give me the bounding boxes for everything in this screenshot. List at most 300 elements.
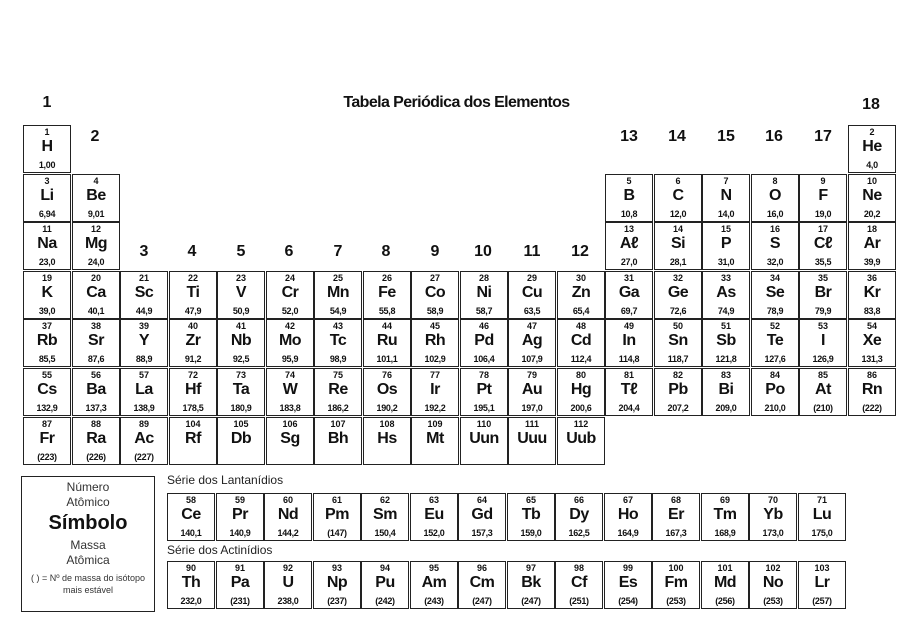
element-symbol: Sm: [373, 506, 397, 523]
atomic-number: 81: [623, 370, 634, 380]
element-cell-sm: [361, 493, 409, 541]
atomic-number: 86: [866, 370, 877, 380]
atomic-number: 108: [379, 419, 395, 429]
atomic-number: 102: [765, 563, 781, 573]
element-cell-rb: [23, 319, 71, 367]
atomic-number: 53: [817, 321, 828, 331]
atomic-number: 70: [767, 495, 778, 505]
element-cell-lu: [798, 493, 846, 541]
element-cell-tℓ: [605, 368, 653, 416]
element-cell-u: [264, 561, 312, 609]
atomic-number: 6: [675, 176, 681, 186]
element-cell-pa: [216, 561, 264, 609]
atomic-number: 92: [282, 563, 293, 573]
element-symbol: Cu: [521, 284, 543, 301]
element-symbol: Y: [138, 332, 150, 349]
atomic-mass: 159,0: [520, 528, 542, 538]
atomic-mass: (243): [424, 596, 444, 606]
atomic-mass: 118,7: [667, 354, 689, 364]
atomic-mass: (210): [813, 403, 833, 413]
element-cell-br: [799, 271, 847, 319]
atomic-mass: 40,1: [87, 306, 105, 316]
element-symbol: Cℓ: [813, 235, 833, 252]
atomic-number: 36: [866, 273, 877, 283]
element-symbol: Mg: [84, 235, 108, 252]
element-cell-ho: [604, 493, 652, 541]
element-cell-hg: [557, 368, 605, 416]
element-symbol: Ag: [521, 332, 543, 349]
atomic-mass: 150,4: [374, 528, 396, 538]
atomic-number: 97: [525, 563, 536, 573]
atomic-mass: 4,0: [866, 160, 878, 170]
element-cell-re: [314, 368, 362, 416]
element-cell-am: [410, 561, 458, 609]
element-symbol: P: [720, 235, 732, 252]
atomic-mass: 87,6: [87, 354, 105, 364]
element-symbol: W: [282, 381, 298, 398]
element-symbol: Hs: [377, 430, 397, 447]
element-symbol: Th: [181, 574, 201, 591]
element-symbol: Tℓ: [620, 381, 638, 398]
atomic-number: 100: [668, 563, 684, 573]
atomic-number: 98: [573, 563, 584, 573]
element-cell-es: [604, 561, 652, 609]
atomic-number: 62: [379, 495, 390, 505]
element-symbol: Pu: [375, 574, 395, 591]
element-cell-eu: [410, 493, 458, 541]
element-symbol: Lr: [814, 574, 830, 591]
atomic-number: 54: [866, 321, 877, 331]
element-cell-bk: [507, 561, 555, 609]
atomic-number: 14: [672, 224, 683, 234]
atomic-mass: 54,9: [329, 306, 347, 316]
element-symbol: Xe: [862, 332, 882, 349]
element-symbol: Be: [86, 187, 106, 204]
element-symbol: Ra: [86, 430, 106, 447]
element-cell-uun: [460, 417, 508, 465]
atomic-mass: 19,0: [814, 209, 832, 219]
element-cell-ne: [848, 174, 896, 222]
element-cell-mn: [314, 271, 362, 319]
element-symbol: Rh: [424, 332, 446, 349]
element-cell-th: [167, 561, 215, 609]
atomic-mass: 58,9: [426, 306, 444, 316]
element-symbol: Sn: [668, 332, 688, 349]
atomic-number: 56: [90, 370, 101, 380]
element-symbol: S: [769, 235, 781, 252]
element-symbol: Po: [765, 381, 785, 398]
atomic-number: 78: [478, 370, 489, 380]
element-cell-cd: [557, 319, 605, 367]
element-cell-pr: [216, 493, 264, 541]
atomic-mass: 106,4: [473, 354, 495, 364]
element-cell-nd: [264, 493, 312, 541]
element-symbol: In: [622, 332, 636, 349]
element-symbol: Ni: [476, 284, 492, 301]
atomic-number: 45: [429, 321, 440, 331]
atomic-mass: 95,9: [281, 354, 299, 364]
element-symbol: N: [720, 187, 732, 204]
atomic-number: 32: [672, 273, 683, 283]
element-cell-as: [702, 271, 750, 319]
element-cell-li: [23, 174, 71, 222]
atomic-number: 50: [672, 321, 683, 331]
element-cell-n: [702, 174, 750, 222]
element-symbol: Ti: [186, 284, 200, 301]
element-cell-p: [702, 222, 750, 270]
atomic-number: 112: [573, 419, 589, 429]
element-symbol: Uun: [469, 430, 499, 447]
atomic-mass: 32,0: [766, 257, 784, 267]
element-symbol: Ne: [862, 187, 882, 204]
element-cell-sr: [72, 319, 120, 367]
atomic-mass: (222): [862, 403, 882, 413]
atomic-number: 3: [44, 176, 50, 186]
atomic-number: 51: [720, 321, 731, 331]
element-symbol: Mt: [426, 430, 444, 447]
element-symbol: Fm: [664, 574, 688, 591]
atomic-number: 60: [282, 495, 293, 505]
atomic-mass: (231): [230, 596, 250, 606]
atomic-number: 89: [138, 419, 149, 429]
element-cell-ca: [72, 271, 120, 319]
atomic-mass: 55,8: [378, 306, 396, 316]
atomic-mass: (251): [569, 596, 589, 606]
atomic-mass: 23,0: [38, 257, 56, 267]
atomic-mass: 47,9: [184, 306, 202, 316]
atomic-number: 85: [817, 370, 828, 380]
atomic-mass: 83,8: [863, 306, 881, 316]
legend-simbolo: Símbolo: [48, 512, 128, 534]
atomic-mass: 107,9: [521, 354, 543, 364]
atomic-number: 47: [526, 321, 537, 331]
atomic-mass: 1,00: [38, 160, 56, 170]
atomic-number: 96: [476, 563, 487, 573]
element-cell-te: [751, 319, 799, 367]
element-cell-no: [749, 561, 797, 609]
atomic-number: 58: [185, 495, 196, 505]
element-symbol: O: [769, 187, 781, 204]
atomic-number: 27: [429, 273, 440, 283]
element-symbol: Ir: [430, 381, 440, 398]
atomic-mass: 69,7: [620, 306, 638, 316]
atomic-mass: 173,0: [762, 528, 784, 538]
element-cell-cr: [266, 271, 314, 319]
element-cell-k: [23, 271, 71, 319]
element-cell-np: [313, 561, 361, 609]
element-cell-kr: [848, 271, 896, 319]
element-symbol: Te: [766, 332, 784, 349]
element-symbol: Pm: [325, 506, 349, 523]
atomic-number: 42: [284, 321, 295, 331]
element-symbol: Fe: [378, 284, 396, 301]
element-cell-po: [751, 368, 799, 416]
element-cell-tc: [314, 319, 362, 367]
element-cell-cm: [458, 561, 506, 609]
group-number-5: 5: [236, 243, 246, 260]
atomic-number: 17: [817, 224, 828, 234]
group-number-6: 6: [284, 243, 294, 260]
atomic-number: 23: [235, 273, 246, 283]
element-symbol: No: [762, 574, 784, 591]
atomic-number: 41: [235, 321, 246, 331]
atomic-number: 31: [623, 273, 634, 283]
element-symbol: Ta: [232, 381, 250, 398]
atomic-number: 75: [332, 370, 343, 380]
element-symbol: Pr: [232, 506, 248, 523]
lanthanide-series-label: Série dos Lantanídios: [167, 473, 284, 487]
element-cell-ta: [217, 368, 265, 416]
atomic-mass: 183,8: [279, 403, 301, 413]
group-number-10: 10: [474, 243, 492, 260]
element-cell-ni: [460, 271, 508, 319]
atomic-mass: 178,5: [182, 403, 204, 413]
atomic-number: 84: [769, 370, 780, 380]
atomic-number: 49: [623, 321, 634, 331]
element-symbol: Pb: [668, 381, 688, 398]
atomic-mass: 140,9: [229, 528, 251, 538]
atomic-number: 99: [622, 563, 633, 573]
atomic-mass: 238,0: [277, 596, 299, 606]
atomic-number: 30: [575, 273, 586, 283]
atomic-mass: 101,1: [376, 354, 398, 364]
atomic-mass: 78,9: [766, 306, 784, 316]
element-symbol: Eu: [424, 506, 444, 523]
atomic-number: 103: [814, 563, 830, 573]
element-symbol: Es: [618, 574, 638, 591]
atomic-number: 46: [478, 321, 489, 331]
atomic-mass: 126,9: [812, 354, 834, 364]
atomic-number: 52: [769, 321, 780, 331]
atomic-number: 65: [525, 495, 536, 505]
element-cell-h: [23, 125, 71, 173]
element-symbol: V: [235, 284, 247, 301]
atomic-mass: 58,7: [475, 306, 493, 316]
element-symbol: Si: [670, 235, 686, 252]
element-symbol: As: [716, 284, 736, 301]
element-cell-cℓ: [799, 222, 847, 270]
element-symbol: Ru: [376, 332, 398, 349]
element-symbol: F: [818, 187, 828, 204]
atomic-number: 111: [524, 419, 540, 429]
element-symbol: Ge: [667, 284, 689, 301]
atomic-number: 38: [90, 321, 101, 331]
element-cell-hs: [363, 417, 411, 465]
atomic-number: 35: [817, 273, 828, 283]
group-number-16: 16: [765, 128, 783, 145]
element-symbol: Cs: [37, 381, 57, 398]
element-symbol: Aℓ: [619, 235, 639, 252]
atomic-number: 87: [41, 419, 52, 429]
element-cell-zn: [557, 271, 605, 319]
atomic-mass: (237): [327, 596, 347, 606]
atomic-mass: 131,3: [861, 354, 883, 364]
atomic-mass: 209,0: [715, 403, 737, 413]
element-cell-pm: [313, 493, 361, 541]
atomic-mass: (253): [666, 596, 686, 606]
atomic-mass: 44,9: [135, 306, 153, 316]
atomic-number: 73: [235, 370, 246, 380]
element-symbol: U: [282, 574, 294, 591]
element-cell-ge: [654, 271, 702, 319]
atomic-number: 37: [41, 321, 52, 331]
atomic-number: 44: [381, 321, 392, 331]
element-cell-lr: [798, 561, 846, 609]
atomic-number: 34: [769, 273, 780, 283]
atomic-number: 80: [575, 370, 586, 380]
atomic-number: 48: [575, 321, 586, 331]
element-symbol: Re: [328, 381, 348, 398]
element-symbol: Au: [521, 381, 543, 398]
element-cell-ag: [508, 319, 556, 367]
legend-massa: Massa: [70, 538, 106, 552]
element-cell-la: [120, 368, 168, 416]
element-cell-zr: [169, 319, 217, 367]
element-symbol: Nb: [230, 332, 252, 349]
atomic-number: 64: [476, 495, 487, 505]
legend-atomica: Atômica: [66, 553, 110, 567]
element-symbol: Yb: [763, 506, 783, 523]
element-symbol: Nd: [277, 506, 299, 523]
element-symbol: Br: [814, 284, 832, 301]
element-symbol: Cr: [281, 284, 299, 301]
element-symbol: Os: [376, 381, 398, 398]
element-symbol: Zn: [571, 284, 591, 301]
atomic-number: 7: [723, 176, 729, 186]
atomic-mass: 63,5: [523, 306, 541, 316]
atomic-number: 21: [138, 273, 149, 283]
element-symbol: C: [672, 187, 684, 204]
element-symbol: Md: [713, 574, 737, 591]
atomic-number: 79: [526, 370, 537, 380]
element-cell-uub: [557, 417, 605, 465]
group-number-14: 14: [668, 128, 686, 145]
element-cell-cs: [23, 368, 71, 416]
element-symbol: Mo: [278, 332, 302, 349]
atomic-mass: 31,0: [717, 257, 735, 267]
element-cell-bh: [314, 417, 362, 465]
atomic-mass: 195,1: [473, 403, 495, 413]
atomic-mass: 79,9: [814, 306, 832, 316]
element-symbol: B: [623, 187, 635, 204]
element-symbol: Ac: [134, 430, 154, 447]
element-cell-c: [654, 174, 702, 222]
atomic-mass: 175,0: [811, 528, 833, 538]
element-symbol: Ba: [86, 381, 106, 398]
atomic-mass: 9,01: [87, 209, 105, 219]
atomic-mass: 12,0: [669, 209, 687, 219]
atomic-number: 19: [41, 273, 52, 283]
atomic-number: 61: [331, 495, 342, 505]
atomic-number: 76: [381, 370, 392, 380]
element-cell-uuu: [508, 417, 556, 465]
atomic-mass: (226): [86, 452, 106, 462]
atomic-number: 57: [138, 370, 149, 380]
element-cell-ac: [120, 417, 168, 465]
element-cell-aℓ: [605, 222, 653, 270]
atomic-mass: 190,2: [376, 403, 398, 413]
group-number-7: 7: [333, 243, 343, 260]
element-cell-w: [266, 368, 314, 416]
element-cell-cf: [555, 561, 603, 609]
page-title: Tabela Periódica dos Elementos: [343, 94, 570, 111]
atomic-mass: 91,2: [184, 354, 202, 364]
atomic-mass: 197,0: [521, 403, 543, 413]
atomic-mass: 200,6: [570, 403, 592, 413]
atomic-mass: 132,9: [36, 403, 58, 413]
element-cell-se: [751, 271, 799, 319]
element-cell-ti: [169, 271, 217, 319]
element-symbol: Bi: [718, 381, 734, 398]
element-symbol: Sc: [134, 284, 154, 301]
element-symbol: Pt: [476, 381, 492, 398]
atomic-mass: (253): [763, 596, 783, 606]
element-cell-si: [654, 222, 702, 270]
element-symbol: Na: [37, 235, 57, 252]
element-cell-ru: [363, 319, 411, 367]
atomic-number: 26: [381, 273, 392, 283]
atomic-mass: 152,0: [423, 528, 445, 538]
legend-note-line2: mais estável: [62, 585, 114, 595]
element-cell-mt: [411, 417, 459, 465]
atomic-mass: 121,8: [715, 354, 737, 364]
atomic-number: 15: [720, 224, 731, 234]
atomic-mass: (256): [715, 596, 735, 606]
element-cell-ce: [167, 493, 215, 541]
atomic-mass: 140,1: [180, 528, 202, 538]
atomic-number: 22: [187, 273, 198, 283]
element-cell-yb: [749, 493, 797, 541]
atomic-number: 82: [672, 370, 683, 380]
element-cell-au: [508, 368, 556, 416]
atomic-number: 11: [42, 224, 52, 234]
atomic-number: 43: [332, 321, 343, 331]
atomic-number: 83: [720, 370, 731, 380]
atomic-number: 104: [185, 419, 201, 429]
element-symbol: Sr: [88, 332, 104, 349]
atomic-mass: 164,9: [617, 528, 639, 538]
atomic-mass: 14,0: [717, 209, 735, 219]
element-cell-cu: [508, 271, 556, 319]
atomic-number: 63: [428, 495, 439, 505]
atomic-number: 77: [429, 370, 440, 380]
element-symbol: Cm: [469, 574, 495, 591]
atomic-number: 16: [769, 224, 780, 234]
legend-numero: Número: [66, 480, 110, 494]
element-symbol: Ce: [181, 506, 201, 523]
atomic-mass: 204,4: [618, 403, 640, 413]
actinide-series-label: Série dos Actinídios: [167, 543, 273, 557]
element-cell-in: [605, 319, 653, 367]
atomic-number: 105: [233, 419, 249, 429]
element-cell-be: [72, 174, 120, 222]
element-symbol: Uub: [566, 430, 596, 447]
element-cell-b: [605, 174, 653, 222]
element-symbol: Rb: [36, 332, 58, 349]
atomic-mass: 39,9: [863, 257, 881, 267]
atomic-mass: 52,0: [281, 306, 299, 316]
atomic-mass: (227): [134, 452, 154, 462]
legend-atomico: Atômico: [66, 495, 110, 509]
atomic-mass: 144,2: [277, 528, 299, 538]
atomic-mass: 85,5: [38, 354, 56, 364]
atomic-mass: 27,0: [620, 257, 638, 267]
element-cell-xe: [848, 319, 896, 367]
atomic-mass: 127,6: [764, 354, 786, 364]
element-symbol: Cd: [570, 332, 592, 349]
element-symbol: H: [41, 138, 53, 155]
element-cell-er: [652, 493, 700, 541]
